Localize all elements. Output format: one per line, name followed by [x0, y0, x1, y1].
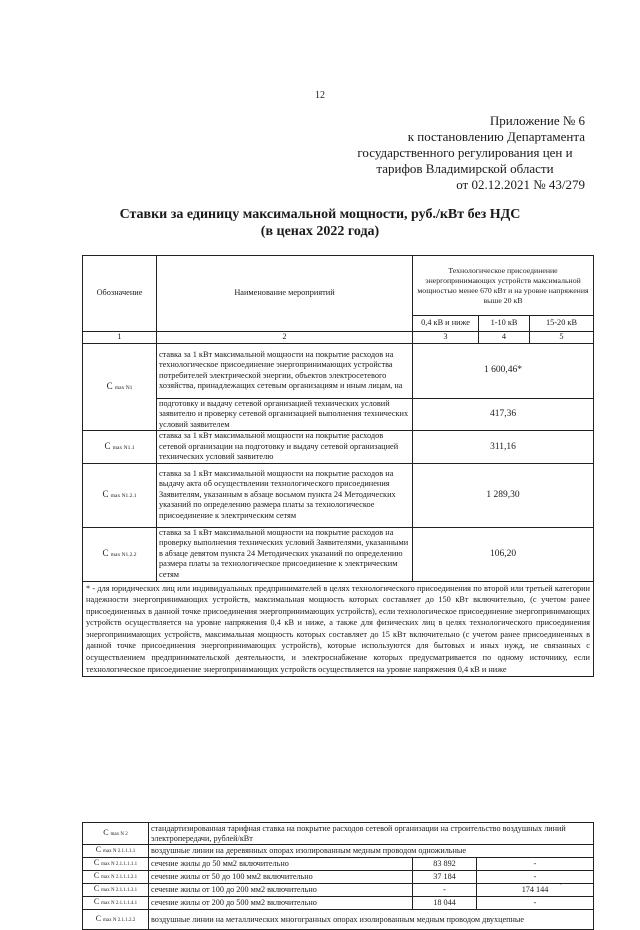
row-text: сечение жилы от 50 до 100 мм2 включительно [149, 871, 413, 884]
row-value-2: 174 144 [477, 884, 594, 897]
header-voltage-2: 1-10 кВ [479, 316, 530, 332]
row-symbol: С max N 2.1.1.1.1.1 [83, 858, 149, 871]
row-text: подготовку и выдачу сетевой организацией технических условий заявителю и проверку сетевой организацией выполнения технических условий заявителем [157, 398, 413, 431]
scan-mark: . [560, 878, 562, 887]
row-symbol: С max N1 [83, 343, 157, 431]
row-value-1: 18 044 [413, 897, 477, 910]
col-number: 3 [413, 332, 479, 344]
row-symbol: С max N 2.1.1.1.4.1 [83, 897, 149, 910]
row-value: 417,36 [413, 398, 594, 431]
row-value-1: 37 184 [413, 871, 477, 884]
row-text: сечение жилы от 100 до 200 мм2 включительно [149, 884, 413, 897]
row-symbol: С max N 2.1.1.2.2 [83, 910, 149, 930]
row-symbol: С max N1.2.2 [83, 527, 157, 581]
header-voltage-1: 0,4 кВ и ниже [413, 316, 479, 332]
row-value-1: - [413, 884, 477, 897]
row-text: ставка за 1 кВт максимальной мощности на покрытие расходов на выдачу акта об осуществлении технологического присоединения Заявителям, указанным в абзаце восьмом пункта 24 Методических указаний по определению размера платы за технологическое присоединение к электрическим сетям [157, 463, 413, 527]
appendix-line-5: от 02.12.2021 № 43/279 [456, 177, 585, 192]
row-value: 1 600,46* [413, 343, 594, 398]
header-group: Технологическое присоединение энергопринимающих устройств максимальной мощностью менее 670 кВт и на уровне напряжения выше 20 кВ [413, 256, 594, 316]
header-designation: Обозначение [83, 256, 157, 332]
appendix-block [335, 113, 595, 193]
row-text: ставка за 1 кВт максимальной мощности на покрытие расходов сетевой организации на подготовку и выдачу сетевой организацией технических условий заявителю [157, 431, 413, 464]
appendix-line-2: к постановлению Департамента [407, 129, 585, 144]
appendix-line-3: государственного регулирования цен и [357, 145, 573, 160]
row-value-2: - [477, 858, 594, 871]
header-voltage-3: 15-20 кВ [530, 316, 594, 332]
rates-table [82, 255, 594, 677]
col-number: 2 [157, 332, 413, 344]
col-number: 5 [530, 332, 594, 344]
appendix-line-4: тарифов Владимирской области [376, 161, 554, 176]
row-text: стандартизированная тарифная ставка на покрытие расходов сетевой организации на строительство воздушных линий электропередачи, рублей/кВт [149, 823, 594, 845]
row-symbol: С max N 2 [83, 823, 149, 845]
overhead-lines-table [82, 822, 594, 930]
row-value: 1 289,30 [413, 463, 594, 527]
row-text: ставка за 1 кВт максимальной мощности на покрытие расходов на технологическое присоединение энергопринимающих устройства потребителей электрической энергии, объектов электросетевого хозяйства, принадлежащих сетевым организациям и иным лицам, на [157, 343, 413, 398]
section-text: воздушные линии на металлических многогранных опорах изолированным медным проводом двухцепные [149, 910, 594, 930]
row-symbol: С max N 2.1.1.1.2.1 [83, 871, 149, 884]
row-text: сечение жилы до 50 мм2 включительно [149, 858, 413, 871]
row-symbol: С max N 2.1.1.1.3.1 [83, 884, 149, 897]
header-activity: Наименование мероприятий [157, 256, 413, 332]
row-value-2: - [477, 897, 594, 910]
title-line-2: (в ценах 2022 года) [260, 224, 380, 239]
row-symbol: С max N1.1 [83, 431, 157, 464]
col-number: 4 [479, 332, 530, 344]
document-title [0, 206, 640, 240]
row-symbol: С max N 2.1.1.1.1 [83, 845, 149, 858]
appendix-line-1: Приложение № 6 [489, 113, 585, 128]
page-number: 12 [315, 90, 325, 101]
col-number: 1 [83, 332, 157, 344]
row-text: ставка за 1 кВт максимальной мощности на покрытие расходов на проверку выполнения технических условий Заявителями, указанными в абзаце девятом пункта 24 Методических указаний по определению размера платы за технологическое присоединение к электрическим сетям [157, 527, 413, 581]
row-text: сечение жилы от 200 до 500 мм2 включительно [149, 897, 413, 910]
footnote: * - для юридических лиц или индивидуальных предпринимателей в целях технологического присоединения по второй или третьей категории надежности энергопринимающих устройств, максимальная мощность которых составляет до 150 кВт включительно, (с учетом ранее присоединенных в данной точке присоединения энергопринимающих устройств), если технологическое присоединение энергопринимающих устройств осуществляется на уровне напряжения 0,4 кВ и ниже, а также для физических лиц в целях технологического присоединения энергопринимающих устройств, максимальная мощность которых составляет до 15 кВт включительно (с учетом ранее присоединенных в данной точке присоединения энергопринимающих устройств), которые используются для бытовых и иных нужд, не связанных с осуществлением предпринимательской деятельности, и электроснабжение которых предусматривается по одному источнику, если технологическое присоединение энергопринимающих устройств осуществляется на уровне напряжения 0,4 кВ и ниже [83, 581, 594, 677]
row-symbol: С max N1.2.1 [83, 463, 157, 527]
row-value-1: 83 892 [413, 858, 477, 871]
row-value: 311,16 [413, 431, 594, 464]
row-value-2: - [477, 871, 594, 884]
row-value: 106,20 [413, 527, 594, 581]
title-line-1: Ставки за единицу максимальной мощности, руб./кВт без НДС [119, 207, 521, 222]
section-text: воздушные линии на деревянных опорах изолированным медным проводом одножильные [149, 845, 594, 858]
